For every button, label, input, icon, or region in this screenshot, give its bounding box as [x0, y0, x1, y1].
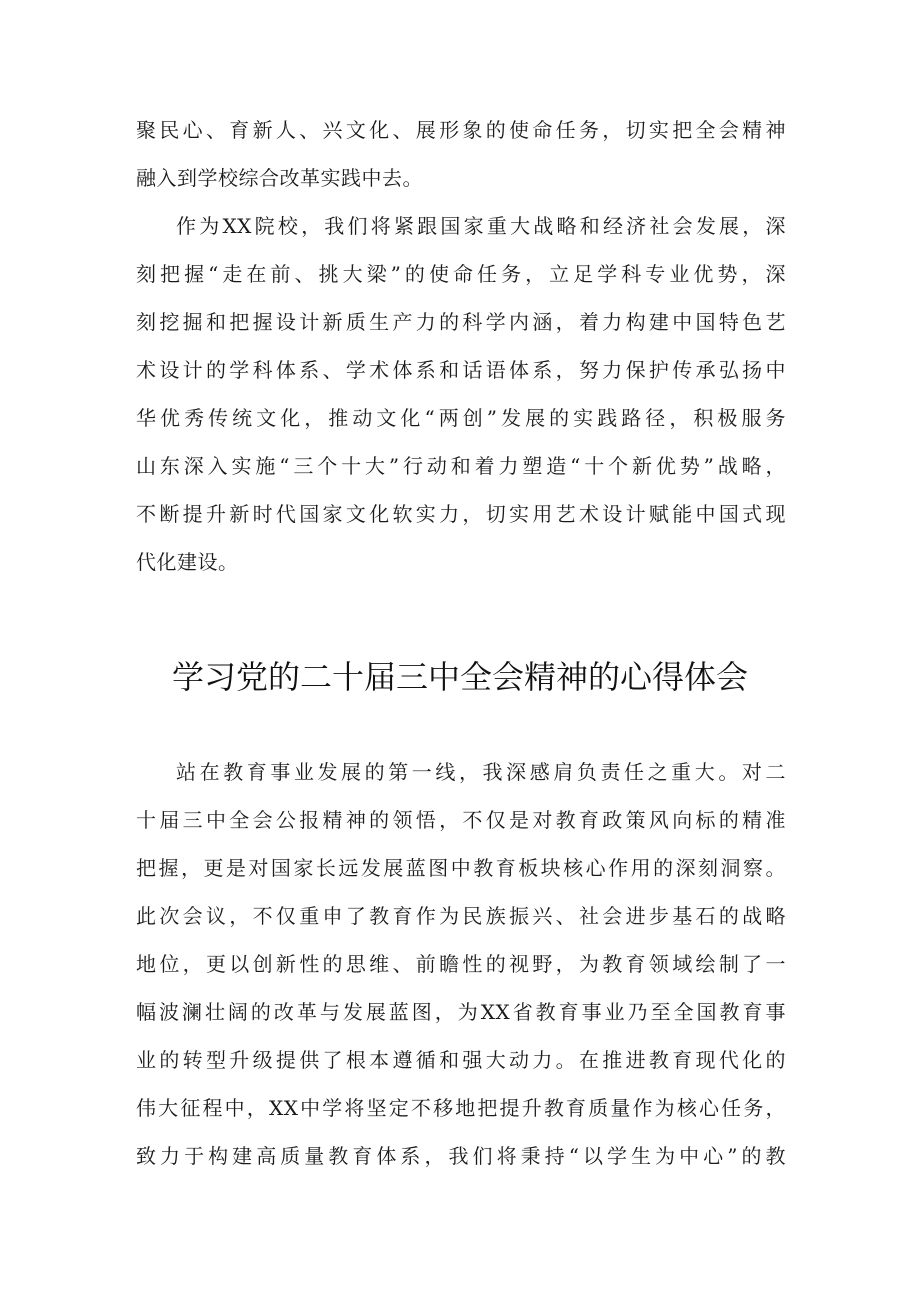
- paragraph2-line: 术设计的学科体系、学术体系和话语体系，努力保护传承弘扬中: [136, 358, 786, 382]
- paragraph2-line: 刻挖掘和把握设计新质生产力的科学内涵，着力构建中国特色艺: [136, 310, 786, 334]
- paragraph3-line: 幅波澜壮阔的改革与发展蓝图，为XX省教育事业乃至全国教育事: [136, 1000, 786, 1024]
- paragraph3-line: 站在教育事业发展的第一线，我深感肩负责任之重大。对二: [176, 760, 786, 784]
- paragraph3-line: 地位，更以创新性的思维、前瞻性的视野，为教育领域绘制了一: [136, 952, 786, 976]
- paragraph2-line: 代化建设。: [136, 550, 239, 574]
- paragraph1-line: 融入到学校综合改革实践中去。: [136, 166, 423, 190]
- paragraph2-line: 山东深入实施“三个十大”行动和着力塑造“十个新优势”战略，: [136, 454, 786, 478]
- paragraph2-line: 作为XX院校，我们将紧跟国家重大战略和经济社会发展，深: [176, 214, 786, 238]
- paragraph2-line: 华优秀传统文化，推动文化“两创”发展的实践路径，积极服务: [136, 406, 786, 430]
- paragraph3-line: 此次会议，不仅重申了教育作为民族振兴、社会进步基石的战略: [136, 904, 786, 928]
- document-title: 学习党的二十届三中全会精神的心得体会: [171, 658, 748, 696]
- paragraph2-line: 刻把握“走在前、挑大梁”的使命任务，立足学科专业优势，深: [136, 262, 786, 286]
- paragraph3-line: 伟大征程中，XX中学将坚定不移地把提升教育质量作为核心任务，: [136, 1096, 786, 1120]
- paragraph3-line: 把握，更是对国家长远发展蓝图中教育板块核心作用的深刻洞察。: [136, 856, 786, 880]
- paragraph1-line: 聚民心、育新人、兴文化、展形象的使命任务，切实把全会精神: [136, 118, 786, 142]
- paragraph3-line: 十届三中全会公报精神的领悟，不仅是对教育政策风向标的精准: [136, 808, 786, 832]
- paragraph3-line: 业的转型升级提供了根本遵循和强大动力。在推进教育现代化的: [136, 1048, 786, 1072]
- paragraph3-line: 致力于构建高质量教育体系，我们将秉持“以学生为中心”的教: [136, 1144, 786, 1168]
- paragraph2-line: 不断提升新时代国家文化软实力，切实用艺术设计赋能中国式现: [136, 502, 786, 526]
